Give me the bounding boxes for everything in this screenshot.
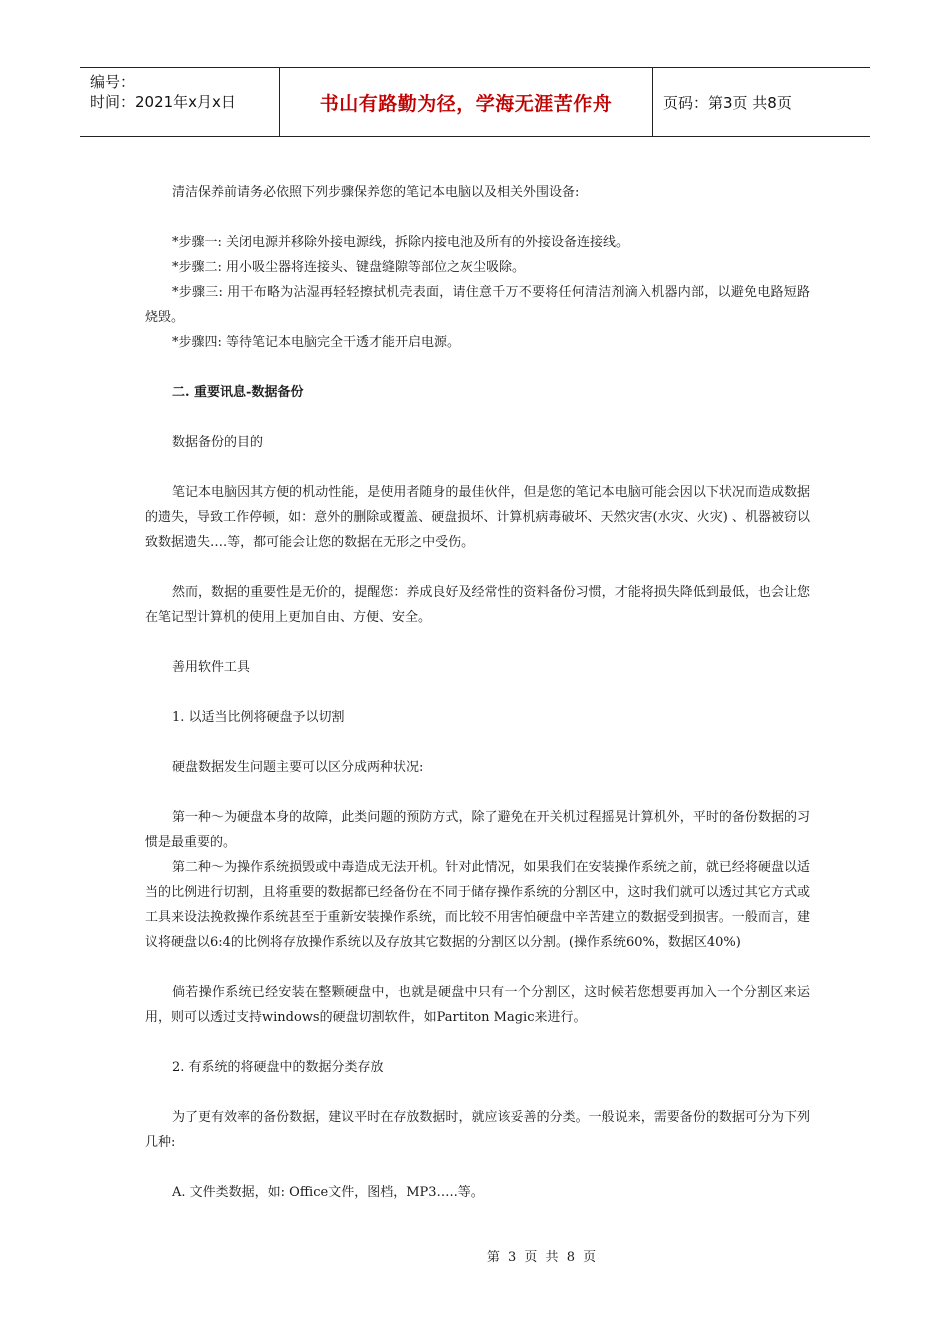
header-motto: 书山有路勤为径，学海无涯苦作舟: [280, 68, 653, 136]
subheading-partition: 1. 以适当比例将硬盘予以切割: [172, 710, 345, 725]
document-number-label: 编号：: [90, 73, 136, 91]
paragraph-partition-software: 倘若操作系统已经安装在整颗硬盘中，也就是硬盘中只有一个分割区，这时候若您想要再加入一个分割区来运用，则可以透过支持windows的硬盘切割软件，如Partiton Magic来进行。: [145, 985, 810, 1025]
page-footer: 第 3 页 共 8 页: [486, 1250, 599, 1265]
paragraph-two-cases: 硬盘数据发生问题主要可以区分成两种状况:: [172, 760, 424, 775]
paragraph-importance: 然而，数据的重要性是无价的，提醒您：养成良好及经常性的资料备份习惯，才能将损失降低到最低，也会让您在笔记型计算机的使用上更加自由、方便、安全。: [145, 585, 810, 625]
paragraph-case-two: 第二种～为操作系统损毁或中毒造成无法开机。针对此情况，如果我们在安装操作系统之前，就已经将硬盘以适当的比例进行切割，且将重要的数据都已经备份在不同于储存操作系统的分割区中，这时我们就可以透过其它方式或工具来设法挽救操作系统甚至于重新安装操作系统，而比较不用害怕硬盘中辛苦建立的数据受到损害。一般而言，建议将硬盘以6:4的比例将存放操作系统以及存放其它数据的分割区以分割。(操作系统60%，数据区40%): [145, 860, 810, 950]
step-one: *步骤一: 关闭电源并移除外接电源线，拆除内接电池及所有的外接设备连接线。: [172, 235, 630, 250]
document-date: 时间：2021年x月x日: [90, 93, 236, 111]
subheading-classify: 2. 有系统的将硬盘中的数据分类存放: [172, 1060, 384, 1075]
paragraph-classify: 为了更有效率的备份数据，建议平时在存放数据时，就应该妥善的分类。一般说来，需要备份的数据可分为下列几种:: [145, 1110, 810, 1150]
paragraph-backup-purpose: 数据备份的目的: [172, 435, 264, 450]
step-three: *步骤三: 用干布略为沾湿再轻轻擦拭机壳表面，请住意千万不要将任何清洁剂滴入机器内部，以避免电路短路烧毁。: [145, 285, 810, 325]
header-page-info: 页码：第3页 共8页: [663, 93, 792, 112]
paragraph-data-loss: 笔记本电脑因其方便的机动性能，是使用者随身的最佳伙伴，但是您的笔记本电脑可能会因以下状况而造成数据的遗失，导致工作停顿，如：意外的删除或覆盖、硬盘损坏、计算机病毒破坏、天然灾害(水灾、火灾) 、机器被窃以致数据遗失….等，都可能会让您的数据在无形之中受伤。: [145, 485, 810, 550]
step-two: *步骤二: 用小吸尘器将连接头、键盘缝隙等部位之灰尘吸除。: [172, 260, 526, 275]
step-four: *步骤四: 等待笔记本电脑完全干透才能开启电源。: [172, 335, 461, 350]
page-header: [80, 67, 870, 137]
paragraph-software-tools: 善用软件工具: [172, 660, 251, 675]
paragraph-case-one: 第一种～为硬盘本身的故障，此类问题的预防方式，除了避免在开关机过程摇晃计算机外，平时的备份数据的习惯是最重要的。: [145, 810, 810, 850]
section-heading-backup: 二. 重要讯息-数据备份: [172, 385, 304, 400]
document-body: [145, 180, 810, 1205]
header-meta: [80, 68, 280, 136]
paragraph-intro: 清洁保养前请务必依照下列步骤保养您的笔记本电脑以及相关外围设备:: [172, 185, 580, 200]
paragraph-doc-data: A. 文件类数据，如: Office文件，图档，MP3…..等。: [172, 1185, 484, 1200]
